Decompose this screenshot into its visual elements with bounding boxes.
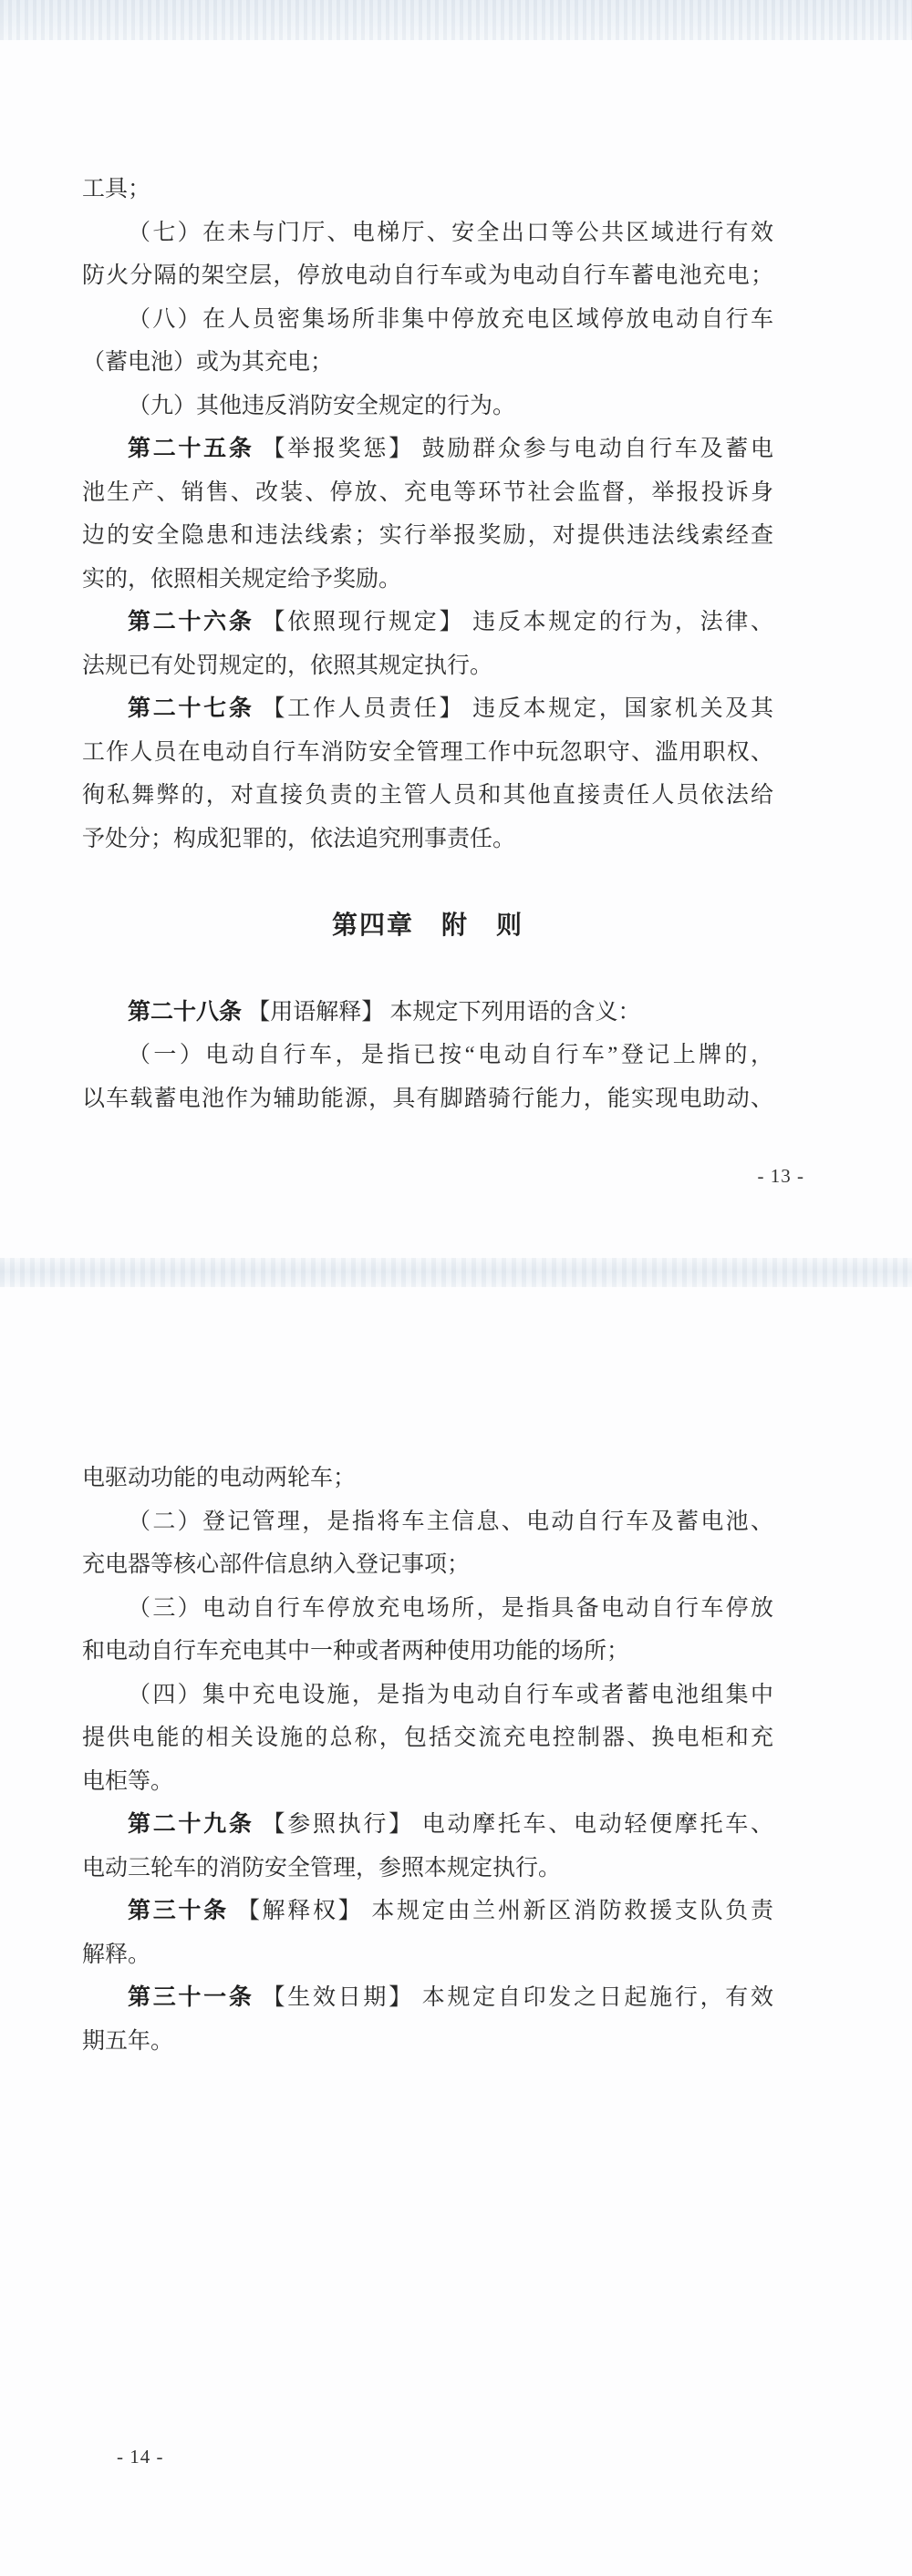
text-line: 池生产、销售、改装、停放、充电等环节社会监督，举报投诉身	[82, 479, 773, 505]
text-line: 期五年。	[82, 2028, 174, 2054]
article-number: 第二十五条	[128, 437, 254, 461]
text-line: 第二十八条 【用语解释】 本规定下列用语的含义：	[128, 999, 641, 1025]
scan-top-edge	[0, 0, 912, 40]
text-line: 电动三轮车的消防安全管理，参照本规定执行。	[82, 1855, 562, 1880]
article-number: 第三十条	[128, 1899, 229, 1923]
text-line: （三）电动自行车停放充电场所，是指具备电动自行车停放	[128, 1595, 773, 1621]
article-tag: 【依照现行规定】	[262, 610, 465, 634]
text-line: 提供电能的相关设施的总称，包括交流充电控制器、换电柜和充	[82, 1726, 773, 1750]
text-line: 和电动自行车充电其中一种或者两种使用功能的场所；	[82, 1639, 630, 1664]
text-line: 工作人员在电动自行车消防安全管理工作中玩忽职守、滥用职权、	[82, 739, 773, 765]
page-number: - 14 -	[117, 2446, 164, 2468]
page-14-text	[82, 1457, 773, 2063]
text-line: 电柜等。	[82, 1768, 174, 1794]
page-13-text	[82, 168, 773, 1120]
article-number: 第三十一条	[128, 1985, 254, 2010]
article-tag: 【用语解释】	[247, 999, 385, 1025]
text-line: 以车载蓄电池作为辅助能源，具有脚踏骑行能力，能实现电助动、	[82, 1086, 773, 1111]
text-line: 边的安全隐患和违法线索；实行举报奖励，对提供违法线索经查	[82, 523, 773, 548]
article-tag: 【工作人员责任】	[262, 696, 465, 721]
text-line: 第二十五条 【举报奖惩】 鼓励群众参与电动自行车及蓄电	[128, 437, 773, 461]
article-number: 第二十九条	[128, 1812, 254, 1837]
article-tag: 【生效日期】	[262, 1985, 414, 2010]
page-14	[0, 1287, 912, 2576]
text-line: 充电器等核心部件信息纳入登记事项；	[82, 1552, 471, 1577]
article-number: 第二十八条	[128, 999, 243, 1025]
text-line: 第三十条 【解释权】 本规定由兰州新区消防救援支队负责	[128, 1899, 773, 1923]
text-line: （二）登记管理，是指将车主信息、电动自行车及蓄电池、	[128, 1509, 773, 1534]
article-number: 第二十七条	[128, 696, 254, 721]
text-line: 第三十一条 【生效日期】 本规定自印发之日起施行，有效	[128, 1985, 773, 2010]
text-line: （七）在未与门厅、电梯厅、安全出口等公共区域进行有效	[128, 220, 773, 245]
page-separation-edge	[0, 1258, 912, 1287]
text-line: 徇私舞弊的，对直接负责的主管人员和其他直接责任人员依法给	[82, 783, 773, 808]
article-tag: 【参照执行】	[262, 1812, 414, 1837]
article-tag: 【解释权】	[236, 1899, 364, 1923]
text-line: 防火分隔的架空层，停放电动自行车或为电动自行车蓄电池充电；	[82, 263, 773, 288]
text-line: 第二十六条 【依照现行规定】 违反本规定的行为，法律、	[128, 610, 773, 634]
text-line: 解释。	[82, 1942, 151, 1967]
text-line: 第二十九条 【参照执行】 电动摩托车、电动轻便摩托车、	[128, 1812, 773, 1837]
text-line: （一）电动自行车，是指已按“电动自行车”登记上牌的，	[128, 1043, 773, 1067]
page-13	[0, 40, 912, 1258]
page-number: - 13 -	[757, 1165, 804, 1187]
article-number: 第二十六条	[128, 610, 254, 634]
text-line: 实的，依照相关规定给予奖励。	[82, 566, 402, 592]
text-line: 予处分；构成犯罪的，依法追究刑事责任。	[82, 826, 516, 851]
chapter-heading: 第四章 附 则	[331, 911, 523, 940]
text-line: 电驱动功能的电动两轮车；	[82, 1466, 357, 1490]
article-tag: 【举报奖惩】	[262, 437, 414, 461]
text-line: （蓄电池）或为其充电；	[82, 350, 334, 375]
text-line: 法规已有处罚规定的，依照其规定执行。	[82, 653, 493, 678]
text-line: 第二十七条 【工作人员责任】 违反本规定，国家机关及其	[128, 696, 773, 721]
text-line: 工具；	[82, 177, 151, 201]
text-line: （八）在人员密集场所非集中停放充电区域停放电动自行车	[128, 306, 773, 332]
text-line: （四）集中充电设施，是指为电动自行车或者蓄电池组集中	[128, 1682, 773, 1707]
blank-line	[82, 947, 773, 991]
text-line: （九）其他违反消防安全规定的行为。	[128, 393, 516, 418]
blank-line	[82, 860, 773, 904]
